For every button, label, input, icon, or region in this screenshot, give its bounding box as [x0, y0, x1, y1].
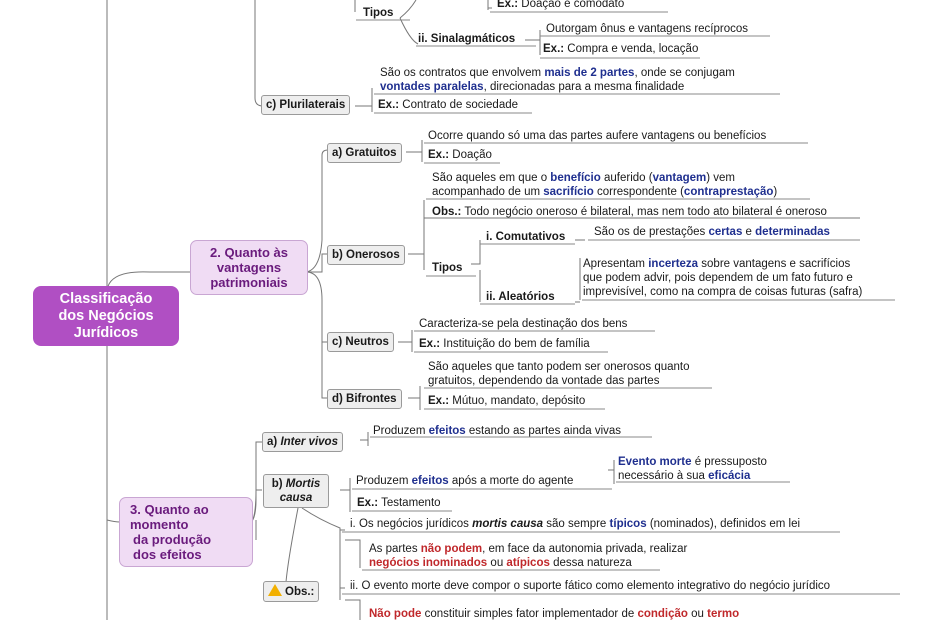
vantagens-patrimoniais-node[interactable]: 2. Quanto às vantagens patrimoniais [190, 240, 308, 295]
sinalagmaticos-desc: Outorgam ônus e vantagens recíprocos [546, 23, 749, 35]
aleatorios-node[interactable]: ii. Aleatórios [486, 291, 555, 303]
warning-icon [268, 584, 282, 596]
bifrontes-ex: Ex.: Mútuo, mandato, depósito [428, 395, 586, 407]
mortis-causa-desc: Produzem efeitos após a morte do agente [356, 475, 574, 487]
ex-doacao: Ex.: Doação e comodato [497, 0, 625, 10]
obs-node[interactable]: Obs.: [263, 581, 319, 602]
bifrontes-desc: São aqueles que tanto podem ser onerosos quanto gratuitos, dependendo da vontade das partes [428, 361, 690, 387]
plurilaterais-node[interactable]: c) Plurilaterais [261, 95, 350, 115]
aleatorios-desc: Apresentam incerteza sobre vantagens e sacrifícios que podem advir, pois dependem de um fato futuro e imprevisível, como na compra de coisas futuras (safra) [583, 258, 863, 298]
onerosos-node[interactable]: b) Onerosos [327, 245, 405, 265]
neutros-ex: Ex.: Instituição do bem de família [419, 338, 590, 350]
tipos-label-onerosos: Tipos [432, 262, 463, 274]
plurilaterais-desc: São os contratos que envolvem mais de 2 partes, onde se conjugam vontades paralelas, direcionadas para a mesma finalidade [380, 67, 735, 93]
evento-morte-desc: Evento morte é pressuposto necessário à sua eficácia [618, 456, 767, 482]
sinalagmaticos-ex: Ex.: Compra e venda, locação [543, 43, 699, 55]
sinalagmaticos-node[interactable]: ii. Sinalagmáticos [418, 33, 516, 45]
gratuitos-ex: Ex.: Doação [428, 149, 492, 161]
bifrontes-node[interactable]: d) Bifrontes [327, 389, 402, 409]
neutros-desc: Caracteriza-se pela destinação dos bens [419, 318, 628, 330]
onerosos-obs: Obs.: Todo negócio oneroso é bilateral, mas nem todo ato bilateral é oneroso [432, 206, 827, 218]
onerosos-desc: São aqueles em que o benefício auferido (vantagem) vem acompanhado de um sacrifício correspondente (contraprestação) [432, 172, 778, 198]
obs-i-text: i. Os negócios jurídicos mortis causa são sempre típicos (nominados), definidos em lei [350, 518, 801, 530]
obs-ii-text: ii. O evento morte deve compor o suporte fático como elemento integrativo do negócio jurídico [350, 580, 831, 592]
plurilaterais-ex: Ex.: Contrato de sociedade [378, 99, 519, 111]
mortis-causa-node[interactable]: b) Mortis causa [263, 474, 329, 508]
neutros-node[interactable]: c) Neutros [327, 332, 394, 352]
central-topic[interactable]: Classificação dos Negócios Jurídicos [33, 286, 179, 346]
comutativos-desc: São os de prestações certas e determinadas [594, 226, 830, 238]
obs-ii-sub: Não pode constituir simples fator implementador de condição ou termo [369, 608, 740, 620]
gratuitos-desc: Ocorre quando só uma das partes aufere vantagens ou benefícios [428, 130, 767, 142]
mortis-causa-ex: Ex.: Testamento [357, 497, 441, 509]
tipos-label-top: Tipos [363, 7, 394, 19]
gratuitos-node[interactable]: a) Gratuitos [327, 143, 402, 163]
inter-vivos-desc: Produzem efeitos estando as partes ainda vivas [373, 425, 622, 437]
obs-i-sub: As partes não podem, em face da autonomia privada, realizar negócios inominados ou atípicos dessa natureza [369, 543, 688, 569]
momento-efeitos-node[interactable]: 3. Quanto ao momento da produção dos efeitos [119, 497, 253, 567]
inter-vivos-node[interactable]: a) Inter vivos [262, 432, 343, 452]
comutativos-node[interactable]: i. Comutativos [486, 231, 566, 243]
